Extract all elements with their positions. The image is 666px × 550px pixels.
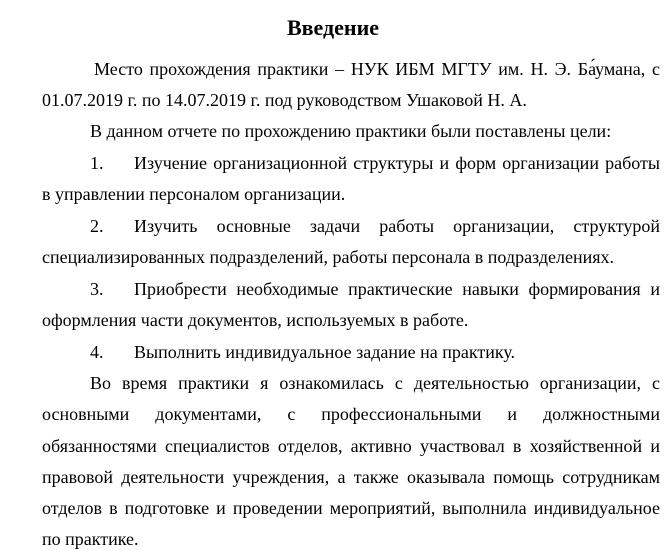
summary-line-2: основными документами, с профессиональными и должностными	[42, 404, 660, 424]
goal-number-2: 2.	[90, 216, 104, 236]
summary-line-3: обязанностями специалистов отделов, активно участвовал в хозяйственной и	[42, 436, 660, 456]
goal-number-3: 3.	[90, 279, 104, 299]
goal-1-line-2: в управлении персоналом организации.	[42, 184, 346, 204]
goal-2-line-1: Изучить основные задачи работы организации, структурой	[134, 216, 660, 236]
summary-line-5: отделов в подготовке и проведении мероприятий, выполнила индивидуальное	[42, 498, 660, 518]
intro-line-2: 01.07.2019 г. по 14.07.2019 г. под руководством Ушаковой Н. А.	[42, 90, 527, 110]
goal-number-1: 1.	[90, 153, 104, 173]
goal-3-line-1: Приобрести необходимые практические навыки формирования и	[134, 279, 660, 299]
goal-2-line-2: специализированных подразделений, работы персонала в подразделениях.	[42, 247, 615, 267]
document-title: Введение	[286, 15, 380, 40]
goal-4-line-1: Выполнить индивидуальное задание на практику.	[134, 342, 516, 362]
goal-3-line-2: оформления части документов, используемых в работе.	[42, 310, 469, 330]
goal-number-4: 4.	[90, 342, 104, 362]
goals-intro: В данном отчете по прохождению практики были поставлены цели:	[90, 121, 612, 141]
summary-line-1: Во время практики я ознакомилась с деятельностью организации, с	[90, 373, 660, 393]
summary-line-6: по практике.	[42, 529, 139, 549]
intro-line-1: Место прохождения практики – НУК ИБМ МГТУ им. Н. Э. Ба́умана, с	[94, 59, 660, 79]
goal-1-line-1: Изучение организационной структуры и форм организации работы	[134, 153, 660, 173]
summary-line-4: правовой деятельности учреждения, а также оказывала помощь сотрудникам	[42, 467, 660, 487]
